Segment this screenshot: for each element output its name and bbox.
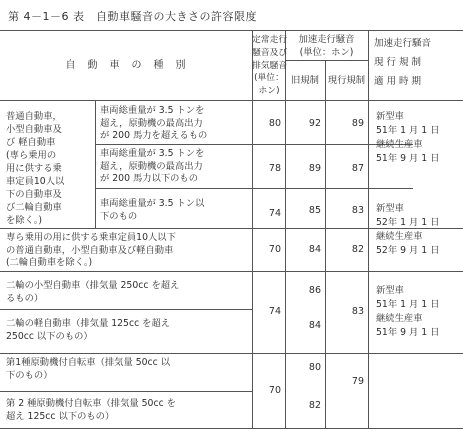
row-rule xyxy=(0,271,463,272)
subrow-rule xyxy=(95,144,413,145)
header-accel-noise: 加速走行騒音 (単位：ホン) xyxy=(298,34,355,58)
value-moped-constant: 70 xyxy=(268,385,281,396)
value-moped-current: 79 xyxy=(351,376,364,387)
value-passenger-constant: 70 xyxy=(268,244,281,255)
table-title: 第 4－1－6 表 自動車騒音の大きさの許容限度 xyxy=(8,10,257,23)
table-bottom-rule xyxy=(0,428,463,429)
value-r3-current: 83 xyxy=(351,205,364,216)
value-moto-current: 83 xyxy=(351,306,364,317)
value-moped1-old: 80 xyxy=(308,362,321,373)
group-motorcycle-light: 二輪の軽自動車（排気量 125cc を超え 250cc 以下のもの） xyxy=(6,318,171,342)
subrow-light-weight: 車両総重量が 3.5 トン以 下のもの xyxy=(100,198,205,222)
moto-split-rule xyxy=(0,309,252,310)
group-motorcycle-small: 二輪の小型自動車（排気量 250cc を超え るもの） xyxy=(6,280,180,304)
header-accel-rule xyxy=(285,60,368,61)
timing-motorcycle: 新型車 51年 1 月 1 日 継続生産車 51年 9 月 1 日 xyxy=(376,285,440,338)
header-constant-noise: 定常走行 騒音及び 排気騒音 (単位： ホン) xyxy=(252,35,288,97)
subrow-rule xyxy=(95,188,413,189)
value-moto-light-old: 84 xyxy=(308,320,321,331)
value-passenger-old: 84 xyxy=(308,244,321,255)
header-old-regulation: 旧規制 xyxy=(291,75,319,86)
group-moped-class1: 第1種原動機付自転車（排気量 50cc 以 下のもの） xyxy=(6,357,171,381)
value-r1-current: 89 xyxy=(351,118,364,129)
header-timing: 加速走行騒音 現 行 規 制 適 用 時 期 xyxy=(374,38,432,87)
header-current-regulation: 現行規制 xyxy=(327,75,366,86)
group-moped-class2: 第 2 種原動機付自転車（排気量 50cc を 超え 125cc 以下のもの） xyxy=(6,398,176,422)
value-r2-old: 89 xyxy=(308,163,321,174)
value-moto-constant: 74 xyxy=(268,306,281,317)
value-passenger-current: 82 xyxy=(351,244,364,255)
group-passenger-vehicles: 専ら乗用の用に供する乗車定員10人以下 の普通自動車，小型自動車及び軽自動車 (二輪自動車を除く。) xyxy=(6,232,176,268)
header-category: 自 動 車 の 種 別 xyxy=(65,60,187,71)
value-r1-old: 92 xyxy=(308,118,321,129)
value-moto-small-old: 86 xyxy=(308,285,321,296)
timing-col-rule xyxy=(368,30,369,428)
value-moped2-old: 82 xyxy=(308,400,321,411)
header-bottom-rule xyxy=(0,100,463,101)
value-r1-constant: 80 xyxy=(268,118,281,129)
value-r3-old: 85 xyxy=(308,205,321,216)
row-rule xyxy=(0,353,463,354)
timing-ordinary: 新型車 51年 1 月 1 日 継続生産車 51年 9 月 1 日 xyxy=(376,111,440,164)
subrow-heavy-high-power: 車両総重量が 3.5 トンを 超え，原動機の最高出力 が 200 馬力を超えるもの xyxy=(100,105,208,141)
value-r3-constant: 74 xyxy=(268,208,281,219)
subgroup-divider xyxy=(95,100,96,228)
value-r2-constant: 78 xyxy=(268,163,281,174)
table-top-rule xyxy=(0,30,463,31)
moped-split-rule xyxy=(0,391,252,392)
value-r2-current: 87 xyxy=(351,163,364,174)
group-ordinary-vehicles: 普通自動車， 小型自動車及 び 軽自動車 (専ら乗用の 用に供する乗 車定員10人以 下の自動車及 び二輪自動車 を除く。) xyxy=(6,111,65,226)
timing-passenger: 新型車 52年 1 月 1 日 継続生産車 52年 9 月 1 日 xyxy=(376,203,440,256)
subrow-heavy-low-power: 車両総重量が 3.5 トンを 超え，原動機の最高出力 が 200 馬力以下のもの xyxy=(100,148,205,184)
